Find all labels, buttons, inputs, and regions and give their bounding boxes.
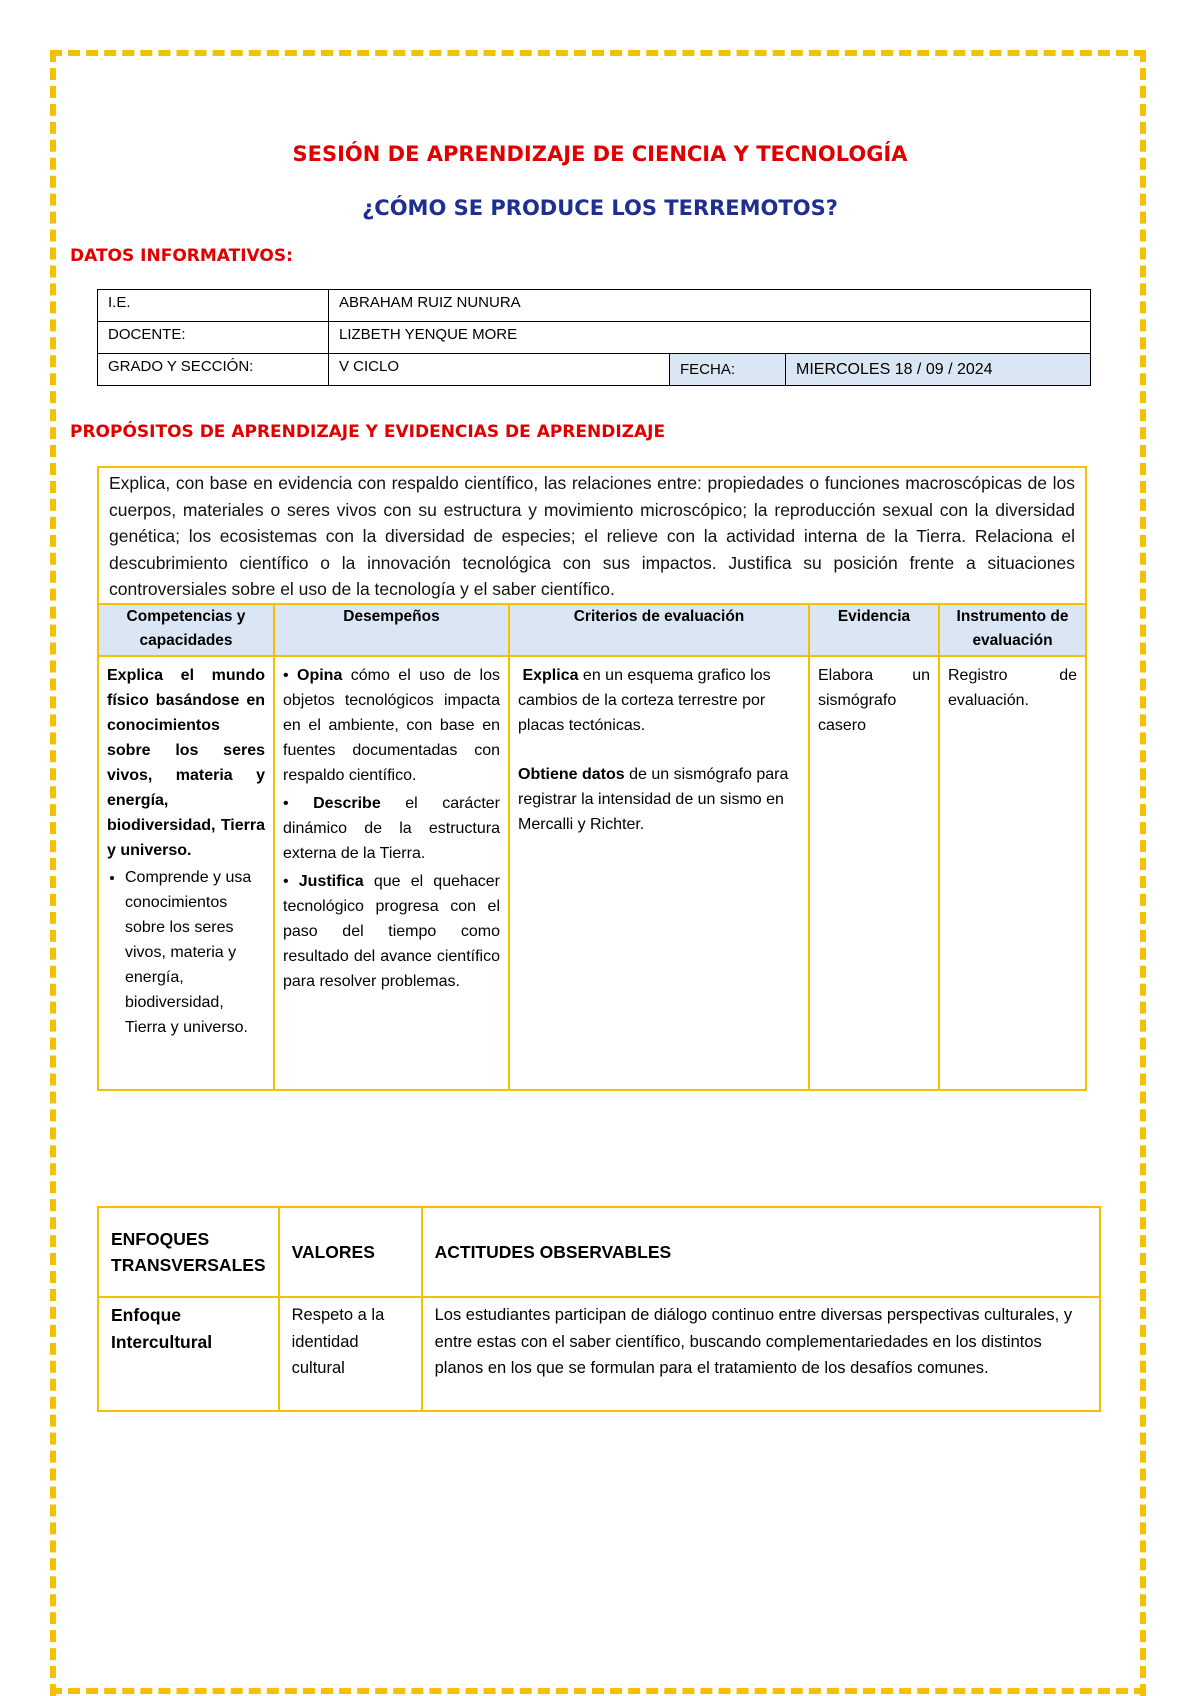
header-evidencia: Evidencia [809, 604, 939, 656]
fecha-label: FECHA: [670, 354, 786, 386]
ie-label: I.E. [98, 290, 329, 322]
criterio-text: en un esquema grafico los cambios de la corteza terrestre por placas tectónicas. [518, 666, 771, 734]
capacidad-item: • Comprende y usa conocimientos sobre los seres vivos, materia y energía, biodiversidad, Tierra y universo. [125, 865, 265, 1040]
table-row [98, 290, 1091, 322]
session-subtitle: ¿CÓMO SE PRODUCE LOS TERREMOTOS? [362, 196, 838, 220]
header-actitudes: ACTITUDES OBSERVABLES [422, 1207, 1100, 1297]
datos-table [97, 289, 1091, 386]
docente-label: DOCENTE: [98, 322, 329, 354]
table-row [98, 322, 1091, 354]
table-header-row [98, 604, 1086, 656]
grado-label: GRADO Y SECCIÓN: [98, 354, 329, 386]
desempeno-item: • Opina cómo el uso de los objetos tecnológicos impacta en el ambiente, con base en fuentes documentadas con respaldo científico. [283, 666, 501, 784]
capacidades-list [107, 865, 265, 1040]
table-header-row [98, 1207, 1100, 1297]
session-title: SESIÓN DE APRENDIZAJE DE CIENCIA Y TECNOLOGÍA [292, 142, 908, 166]
table-row [98, 1297, 1100, 1411]
header-criterios: Criterios de evaluación [509, 604, 809, 656]
table-row [98, 354, 1091, 386]
desempeno-text: el carácter dinámico de la estructura externa de la Tierra. [283, 794, 501, 862]
criterio-verb: Explica [522, 666, 579, 684]
desempenos-cell [274, 656, 509, 1090]
header-competencias: Competencias y capacidades [98, 604, 274, 656]
enfoques-table [97, 1206, 1101, 1412]
table-row [98, 656, 1086, 1090]
desempeno-verb: Opina [297, 666, 343, 684]
desempeno-item: • Describe el carácter dinámico de la estructura externa de la Tierra. [283, 794, 501, 862]
desempeno-verb: Describe [313, 794, 381, 812]
propositos-heading: PROPÓSITOS DE APRENDIZAJE Y EVIDENCIAS DE APRENDIZAJE [70, 422, 666, 442]
competencia-text: Explica el mundo físico basándose en conocimientos sobre los seres vivos, materia y energía, biodiversidad, Tierra y universo. [107, 666, 265, 859]
table-row [98, 467, 1086, 604]
competencias-cell [98, 656, 274, 1090]
header-desempenos: Desempeños [274, 604, 509, 656]
instrumento-cell: Registro de evaluación. [939, 656, 1086, 1090]
evidencia-cell: Elabora un sismógrafo casero [809, 656, 939, 1090]
criterios-cell [509, 656, 809, 1090]
criterio-verb: Obtiene datos [518, 765, 625, 783]
docente-value: LIZBETH YENQUE MORE [329, 322, 1091, 354]
desempeno-item: • Justifica que el quehacer tecnológico progresa con el paso del tiempo como resultado del avance científico para resolver problemas. [283, 872, 501, 990]
enfoque-cell: Enfoque Intercultural [98, 1297, 279, 1411]
criterio-text: de un sismógrafo para registrar la intensidad de un sismo en Mercalli y Richter. [518, 765, 789, 833]
valor-cell: Respeto a la identidad cultural [279, 1297, 422, 1411]
header-instrumento: Instrumento de evaluación [939, 604, 1086, 656]
header-valores: VALORES [279, 1207, 422, 1297]
criterio-item [518, 762, 800, 837]
desempeno-text: que el quehacer tecnológico progresa con el paso del tiempo como resultado del avance científico para resolver problemas. [283, 872, 501, 990]
competencia-description: Explica, con base en evidencia con respaldo científico, las relaciones entre: propiedades o funciones macroscópicas de los cuerpos, materiales o seres vivos con su estructura y movimiento microscópico; la reproducción sexual con la diversidad genética; los ecosistemas con la diversidad de especies; el relieve con la actividad interna de la Tierra. Relaciona el descubrimiento científico o la innovación tecnológica con sus impactos. Justifica su posición frente a situaciones controversiales sobre el uso de la tecnología y el saber científico. [98, 467, 1086, 604]
grado-value: V CICLO [329, 354, 670, 386]
header-enfoques: ENFOQUES TRANSVERSALES [98, 1207, 279, 1297]
desempeno-verb: Justifica [298, 872, 364, 890]
propositos-table [97, 466, 1087, 1091]
fecha-value: MIERCOLES 18 / 09 / 2024 [786, 354, 1091, 386]
actitud-cell: Los estudiantes participan de diálogo continuo entre diversas perspectivas culturales, y entre estas con el saber científico, buscando complementariedades en los distintos planos en los que se formulan para el tratamiento de los desafíos comunes. [422, 1297, 1100, 1411]
page-border-bottom [50, 1688, 1146, 1694]
desempeno-text: cómo el uso de los objetos tecnológicos impacta en el ambiente, con base en fuentes documentadas con respaldo científico. [283, 666, 501, 784]
datos-heading: DATOS INFORMATIVOS: [70, 246, 293, 266]
criterio-item [518, 663, 800, 738]
ie-value: ABRAHAM RUIZ NUNURA [329, 290, 1091, 322]
